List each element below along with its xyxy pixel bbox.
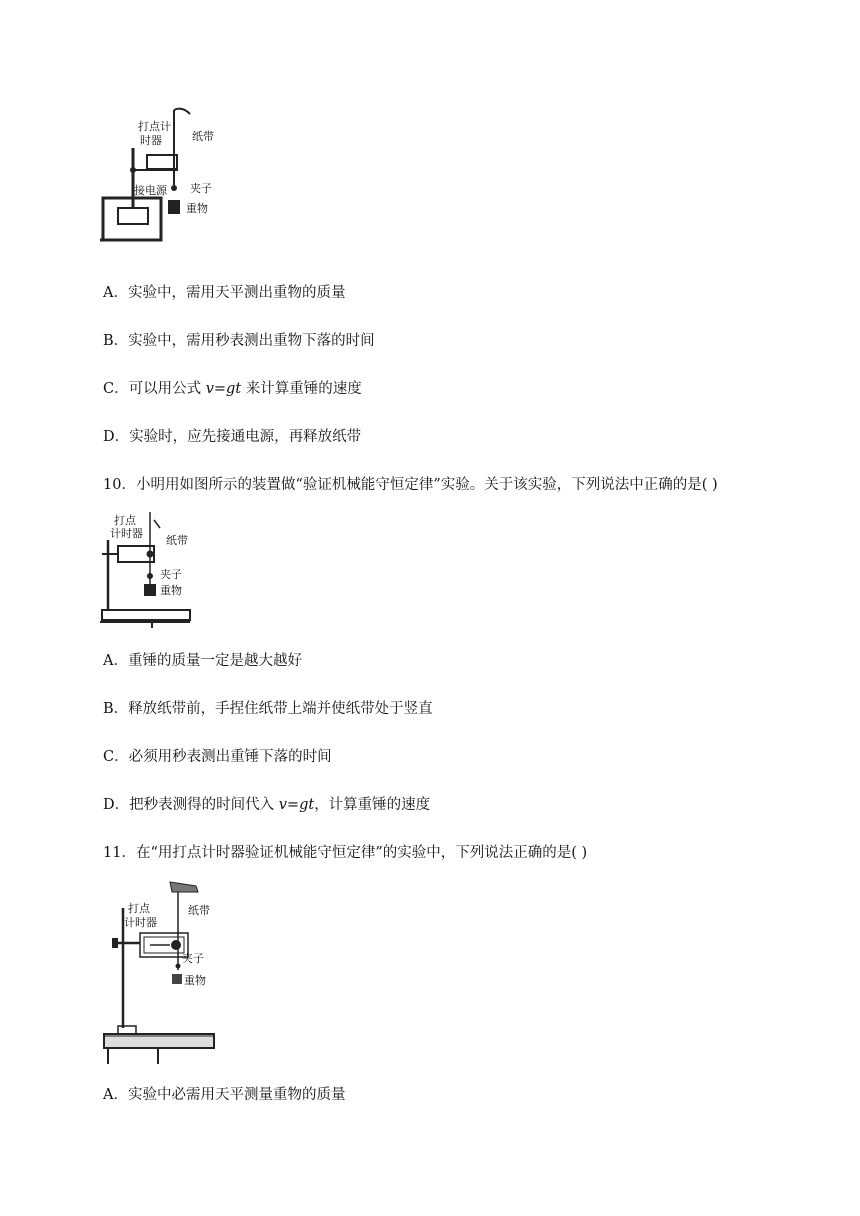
figure3-label-tape: 纸带 xyxy=(188,904,210,917)
figure3-label-timer: 打点 xyxy=(128,902,150,915)
figure-apparatus-2 xyxy=(100,510,195,632)
q10-option-c: C．必须用秒表测出重锤下落的时间 xyxy=(103,749,332,765)
q9-option-d: D．实验时，应先接通电源，再释放纸带 xyxy=(103,429,362,445)
q9-option-c-pre: C．可以用公式 xyxy=(103,381,206,397)
figure2-label-tape: 纸带 xyxy=(166,534,188,547)
figure2-label-timer-2: 计时器 xyxy=(110,527,143,540)
apparatus-diagram-2 xyxy=(100,510,195,632)
figure-apparatus-3 xyxy=(100,878,220,1068)
q10-option-d xyxy=(103,795,430,815)
figure2-label-clamp: 夹子 xyxy=(160,568,182,581)
q10-stem: 10．小明用如图所示的装置做“验证机械能守恒定律”实验。关于该实验，下列说法中正确的是( ) xyxy=(103,477,718,493)
q9-option-a: A．实验中，需用天平测出重物的质量 xyxy=(103,285,346,301)
apparatus-diagram-1 xyxy=(100,100,240,245)
figure1-label-clamp: 夹子 xyxy=(190,182,212,195)
q10-option-d-formula: v=gt xyxy=(278,797,315,813)
figure1-label-tape: 纸带 xyxy=(192,130,214,143)
figure1-label-power: 接电源 xyxy=(134,184,167,197)
q10-option-d-pre: D．把秒表测得的时间代入 xyxy=(103,797,279,813)
q10-option-a: A．重锤的质量一定是越大越好 xyxy=(103,653,302,669)
q9-option-c-formula: v=gt xyxy=(205,381,242,397)
q10-option-b: B．释放纸带前，手捏住纸带上端并使纸带处于竖直 xyxy=(103,701,433,717)
figure1-label-timer-2: 时器 xyxy=(140,134,162,147)
q10-option-d-post: ，计算重锤的速度 xyxy=(314,797,431,813)
apparatus-diagram-3 xyxy=(100,878,220,1068)
figure2-label-timer: 打点 xyxy=(114,514,136,527)
figure1-label-timer: 打点计 xyxy=(138,120,171,133)
figure3-label-clamp: 夹子 xyxy=(182,952,204,965)
q9-option-c xyxy=(103,379,362,399)
q11-option-a: A．实验中必需用天平测量重物的质量 xyxy=(103,1087,346,1103)
q9-option-b: B．实验中，需用秒表测出重物下落的时间 xyxy=(103,333,375,349)
figure-apparatus-1 xyxy=(100,100,240,245)
figure2-label-weight: 重物 xyxy=(160,584,182,597)
figure3-label-timer-2: 计时器 xyxy=(124,916,157,929)
figure3-label-weight: 重物 xyxy=(184,974,206,987)
q9-option-c-post: 来计算重锤的速度 xyxy=(241,381,362,397)
q11-stem: 11．在“用打点计时器验证机械能守恒定律”的实验中，下列说法正确的是( ) xyxy=(103,845,588,861)
figure1-label-weight: 重物 xyxy=(186,202,208,215)
